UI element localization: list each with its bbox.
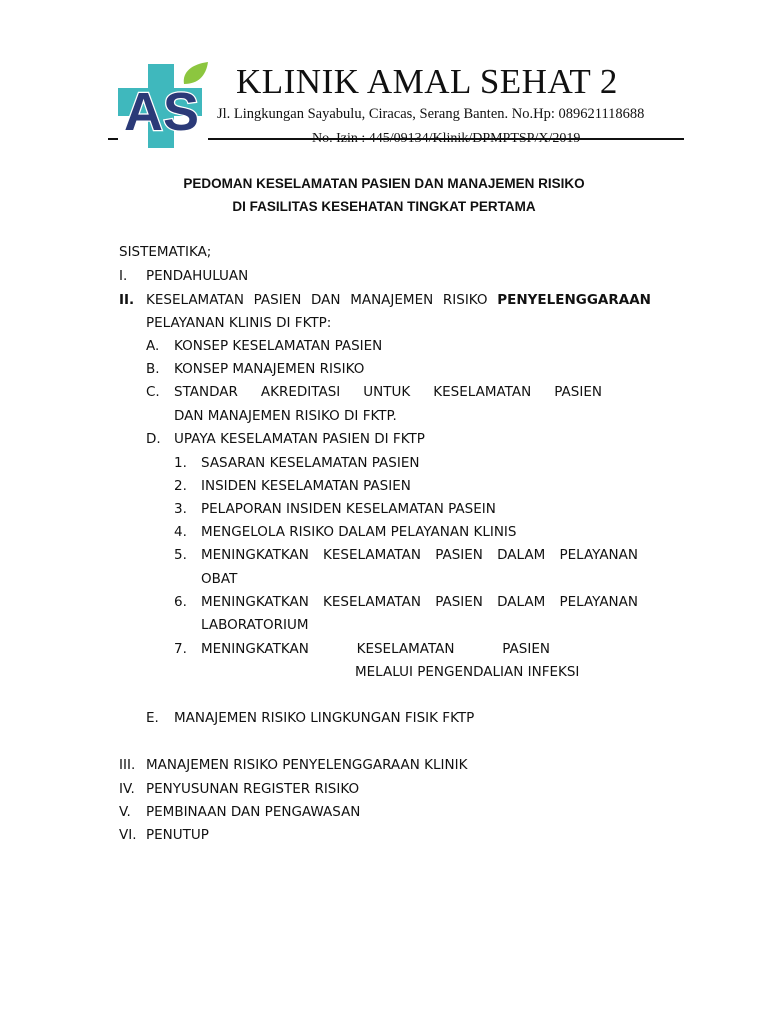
item-number: 5. xyxy=(174,547,187,563)
item-number: 6. xyxy=(174,594,187,610)
item-text-justified xyxy=(201,546,638,564)
section-number: V. xyxy=(119,804,131,820)
word: STANDAR xyxy=(174,384,238,400)
letterhead-rule-left xyxy=(108,138,118,140)
word: PASIEN xyxy=(554,384,602,400)
clinic-license: No. Izin : 445/09134/Klinik/DPMPTSP/X/2019 xyxy=(312,131,581,146)
word: KESELAMATAN xyxy=(146,292,244,308)
section-text-continued: PELAYANAN KLINIS DI FKTP: xyxy=(146,315,332,331)
section-text-justified xyxy=(146,291,651,309)
item-number: 4. xyxy=(174,524,187,540)
item-text-continued: MELALUI PENGENDALIAN INFEKSI xyxy=(355,664,580,680)
word: PASIEN xyxy=(253,292,302,308)
item-number: 7. xyxy=(174,641,187,657)
section-text: PENDAHULUAN xyxy=(146,268,249,284)
item-text: INSIDEN KESELAMATAN PASIEN xyxy=(201,478,411,494)
section-text: PENYUSUNAN REGISTER RISIKO xyxy=(146,781,360,797)
word: DALAM xyxy=(497,594,546,610)
subsection-letter: E. xyxy=(146,710,159,726)
subsection-text: KONSEP MANAJEMEN RISIKO xyxy=(174,361,365,377)
subsection-letter: C. xyxy=(146,384,160,400)
item-text: PELAPORAN INSIDEN KESELAMATAN PASEIN xyxy=(201,501,496,517)
section-text: PEMBINAAN DAN PENGAWASAN xyxy=(146,804,361,820)
word: PELAYANAN xyxy=(559,594,638,610)
item-text: MENGELOLA RISIKO DALAM PELAYANAN KLINIS xyxy=(201,524,517,540)
word: PELAYANAN xyxy=(559,547,638,563)
logo-leaf-shape xyxy=(184,62,208,84)
item-number: 3. xyxy=(174,501,187,517)
document-title-line2: DI FASILITAS KESEHATAN TINGKAT PERTAMA xyxy=(232,199,536,214)
section-text: MANAJEMEN RISIKO PENYELENGGARAAN KLINIK xyxy=(146,757,468,773)
outline-heading: SISTEMATIKA; xyxy=(119,244,212,260)
section-number: III. xyxy=(119,757,136,773)
word: PASIEN xyxy=(502,641,550,657)
item-text-continued: OBAT xyxy=(201,571,238,587)
clinic-address: Jl. Lingkungan Sayabulu, Ciracas, Serang Banten. No.Hp: 089621118688 xyxy=(217,106,645,122)
item-text: SASARAN KESELAMATAN PASIEN xyxy=(201,455,420,471)
subsection-text-continued: DAN MANAJEMEN RISIKO DI FKTP. xyxy=(174,408,397,424)
section-number: VI. xyxy=(119,827,137,843)
word: KESELAMATAN xyxy=(433,384,532,400)
clinic-name: KLINIK AMAL SEHAT 2 xyxy=(236,62,618,101)
word: DALAM xyxy=(497,547,546,563)
item-number: 2. xyxy=(174,478,187,494)
word-bold: PENYELENGGARAAN xyxy=(497,292,651,308)
subsection-text: KONSEP KESELAMATAN PASIEN xyxy=(174,338,383,354)
word: MENINGKATKAN xyxy=(201,641,309,657)
item-number: 1. xyxy=(174,455,187,471)
logo-text: AS xyxy=(124,82,200,142)
word: PASIEN xyxy=(435,594,483,610)
subsection-letter: A. xyxy=(146,338,160,354)
item-text-justified xyxy=(201,593,638,611)
subsection-text-justified xyxy=(174,383,602,401)
word: MENINGKATKAN xyxy=(201,547,309,563)
section-number: IV. xyxy=(119,781,135,797)
subsection-letter: B. xyxy=(146,361,160,377)
word: RISIKO xyxy=(442,292,488,308)
word: UNTUK xyxy=(363,384,411,400)
word: AKREDITASI xyxy=(260,384,341,400)
clinic-logo xyxy=(112,58,212,152)
word: DAN xyxy=(311,292,341,308)
document-title-line1: PEDOMAN KESELAMATAN PASIEN DAN MANAJEMEN RISIKO xyxy=(183,176,585,191)
word: MENINGKATKAN xyxy=(201,594,309,610)
section-text: PENUTUP xyxy=(146,827,209,843)
subsection-letter: D. xyxy=(146,431,161,447)
subsection-text: UPAYA KESELAMATAN PASIEN DI FKTP xyxy=(174,431,425,447)
item-text-continued: LABORATORIUM xyxy=(201,617,309,633)
word: KESELAMATAN xyxy=(323,547,421,563)
subsection-text: MANAJEMEN RISIKO LINGKUNGAN FISIK FKTP xyxy=(174,710,475,726)
item-text-justified xyxy=(201,640,550,658)
section-number: II. xyxy=(119,292,135,308)
word: KESELAMATAN xyxy=(356,641,455,657)
word: KESELAMATAN xyxy=(323,594,421,610)
word: MANAJEMEN xyxy=(350,292,434,308)
word: PASIEN xyxy=(435,547,483,563)
section-number: I. xyxy=(119,268,128,284)
